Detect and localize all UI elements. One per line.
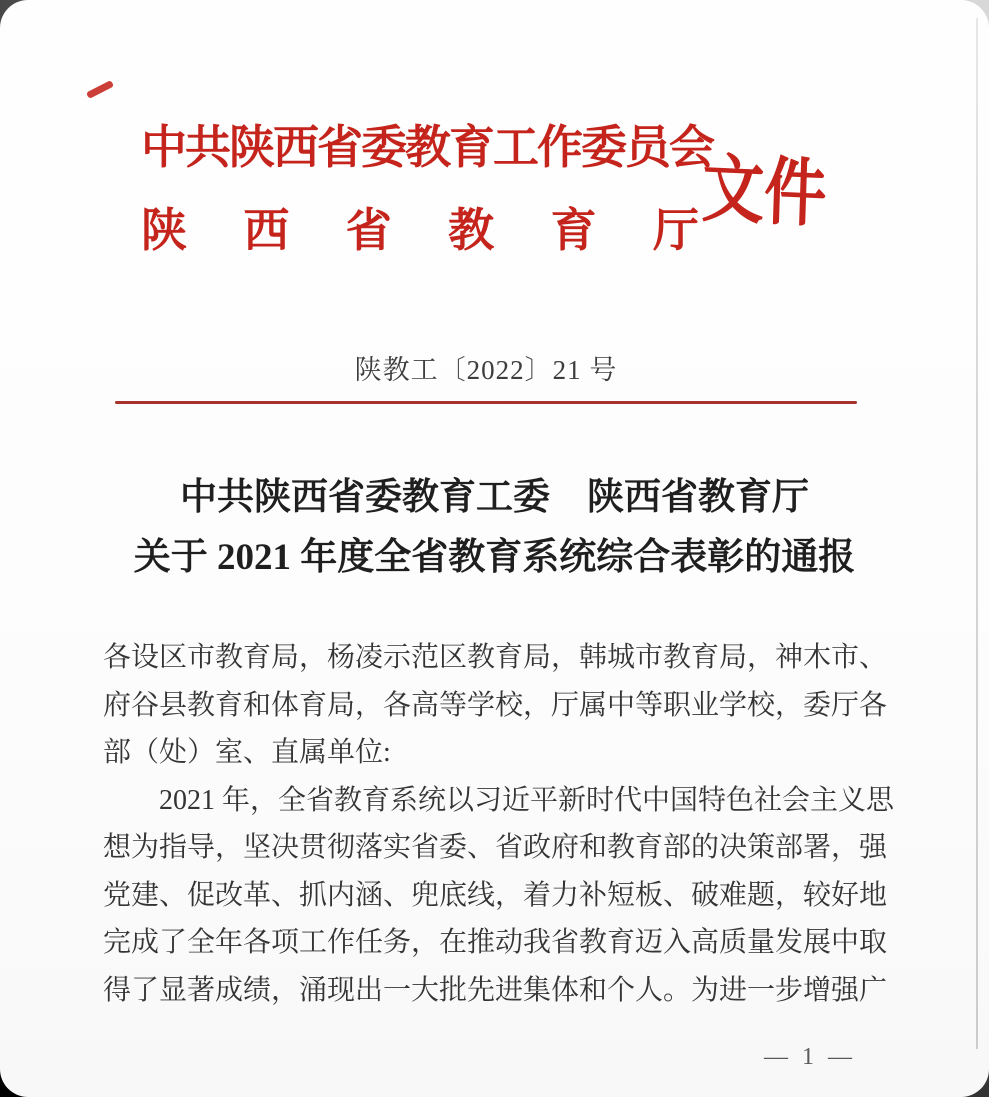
body-line: 完成了全年各项工作任务，在推动我省教育迈入高质量发展中取 xyxy=(103,927,888,958)
document-body xyxy=(103,634,899,1014)
body-line: 2021 年，全省教育系统以习近平新时代中国特色社会主义思 xyxy=(159,784,895,816)
letterhead xyxy=(141,122,715,257)
title-line1: 中共陕西省委教育工委 陕西省教育厅 xyxy=(180,477,809,518)
body-line: 想为指导，坚决贯彻落实省委、省政府和教育部的决策部署，强 xyxy=(103,832,888,863)
title-line2: 关于 2021 年度全省教育系统综合表彰的通报 xyxy=(133,537,856,578)
org-line2-char: 陕 xyxy=(141,205,187,256)
org-line2-char: 厅 xyxy=(652,205,699,256)
body-line: 部（处）室、直属单位: xyxy=(103,737,391,768)
document-number: 陕教工〔2022〕21 号 xyxy=(354,355,618,385)
org-line2-char: 教 xyxy=(448,205,495,256)
body-line: 得了显著成绩，涌现出一大批先进集体和个人。为进一步增强广 xyxy=(103,974,888,1006)
org-line2-char: 育 xyxy=(550,205,597,256)
document-title xyxy=(0,468,989,588)
doc-type-label: 文件 xyxy=(700,149,828,237)
org-line2-char: 西 xyxy=(243,205,290,256)
issuing-org-line1: 中共陕西省委教育工作委员会 xyxy=(141,122,713,173)
red-pen-mark xyxy=(86,80,114,99)
red-divider-line xyxy=(115,401,857,404)
body-line: 党建、促改革、抓内涵、兜底线，着力补短板、破难题，较好地 xyxy=(103,879,888,911)
org-line2-char: 省 xyxy=(345,205,392,256)
body-line: 各设区市教育局，杨凌示范区教育局，韩城市教育局，神木市、 xyxy=(103,642,888,673)
body-line: 府谷县教育和体育局，各高等学校，厅属中等职业学校，委厅各 xyxy=(103,689,888,721)
issuing-org-line2 xyxy=(141,205,699,257)
page-number: — 1 — xyxy=(764,1044,856,1070)
